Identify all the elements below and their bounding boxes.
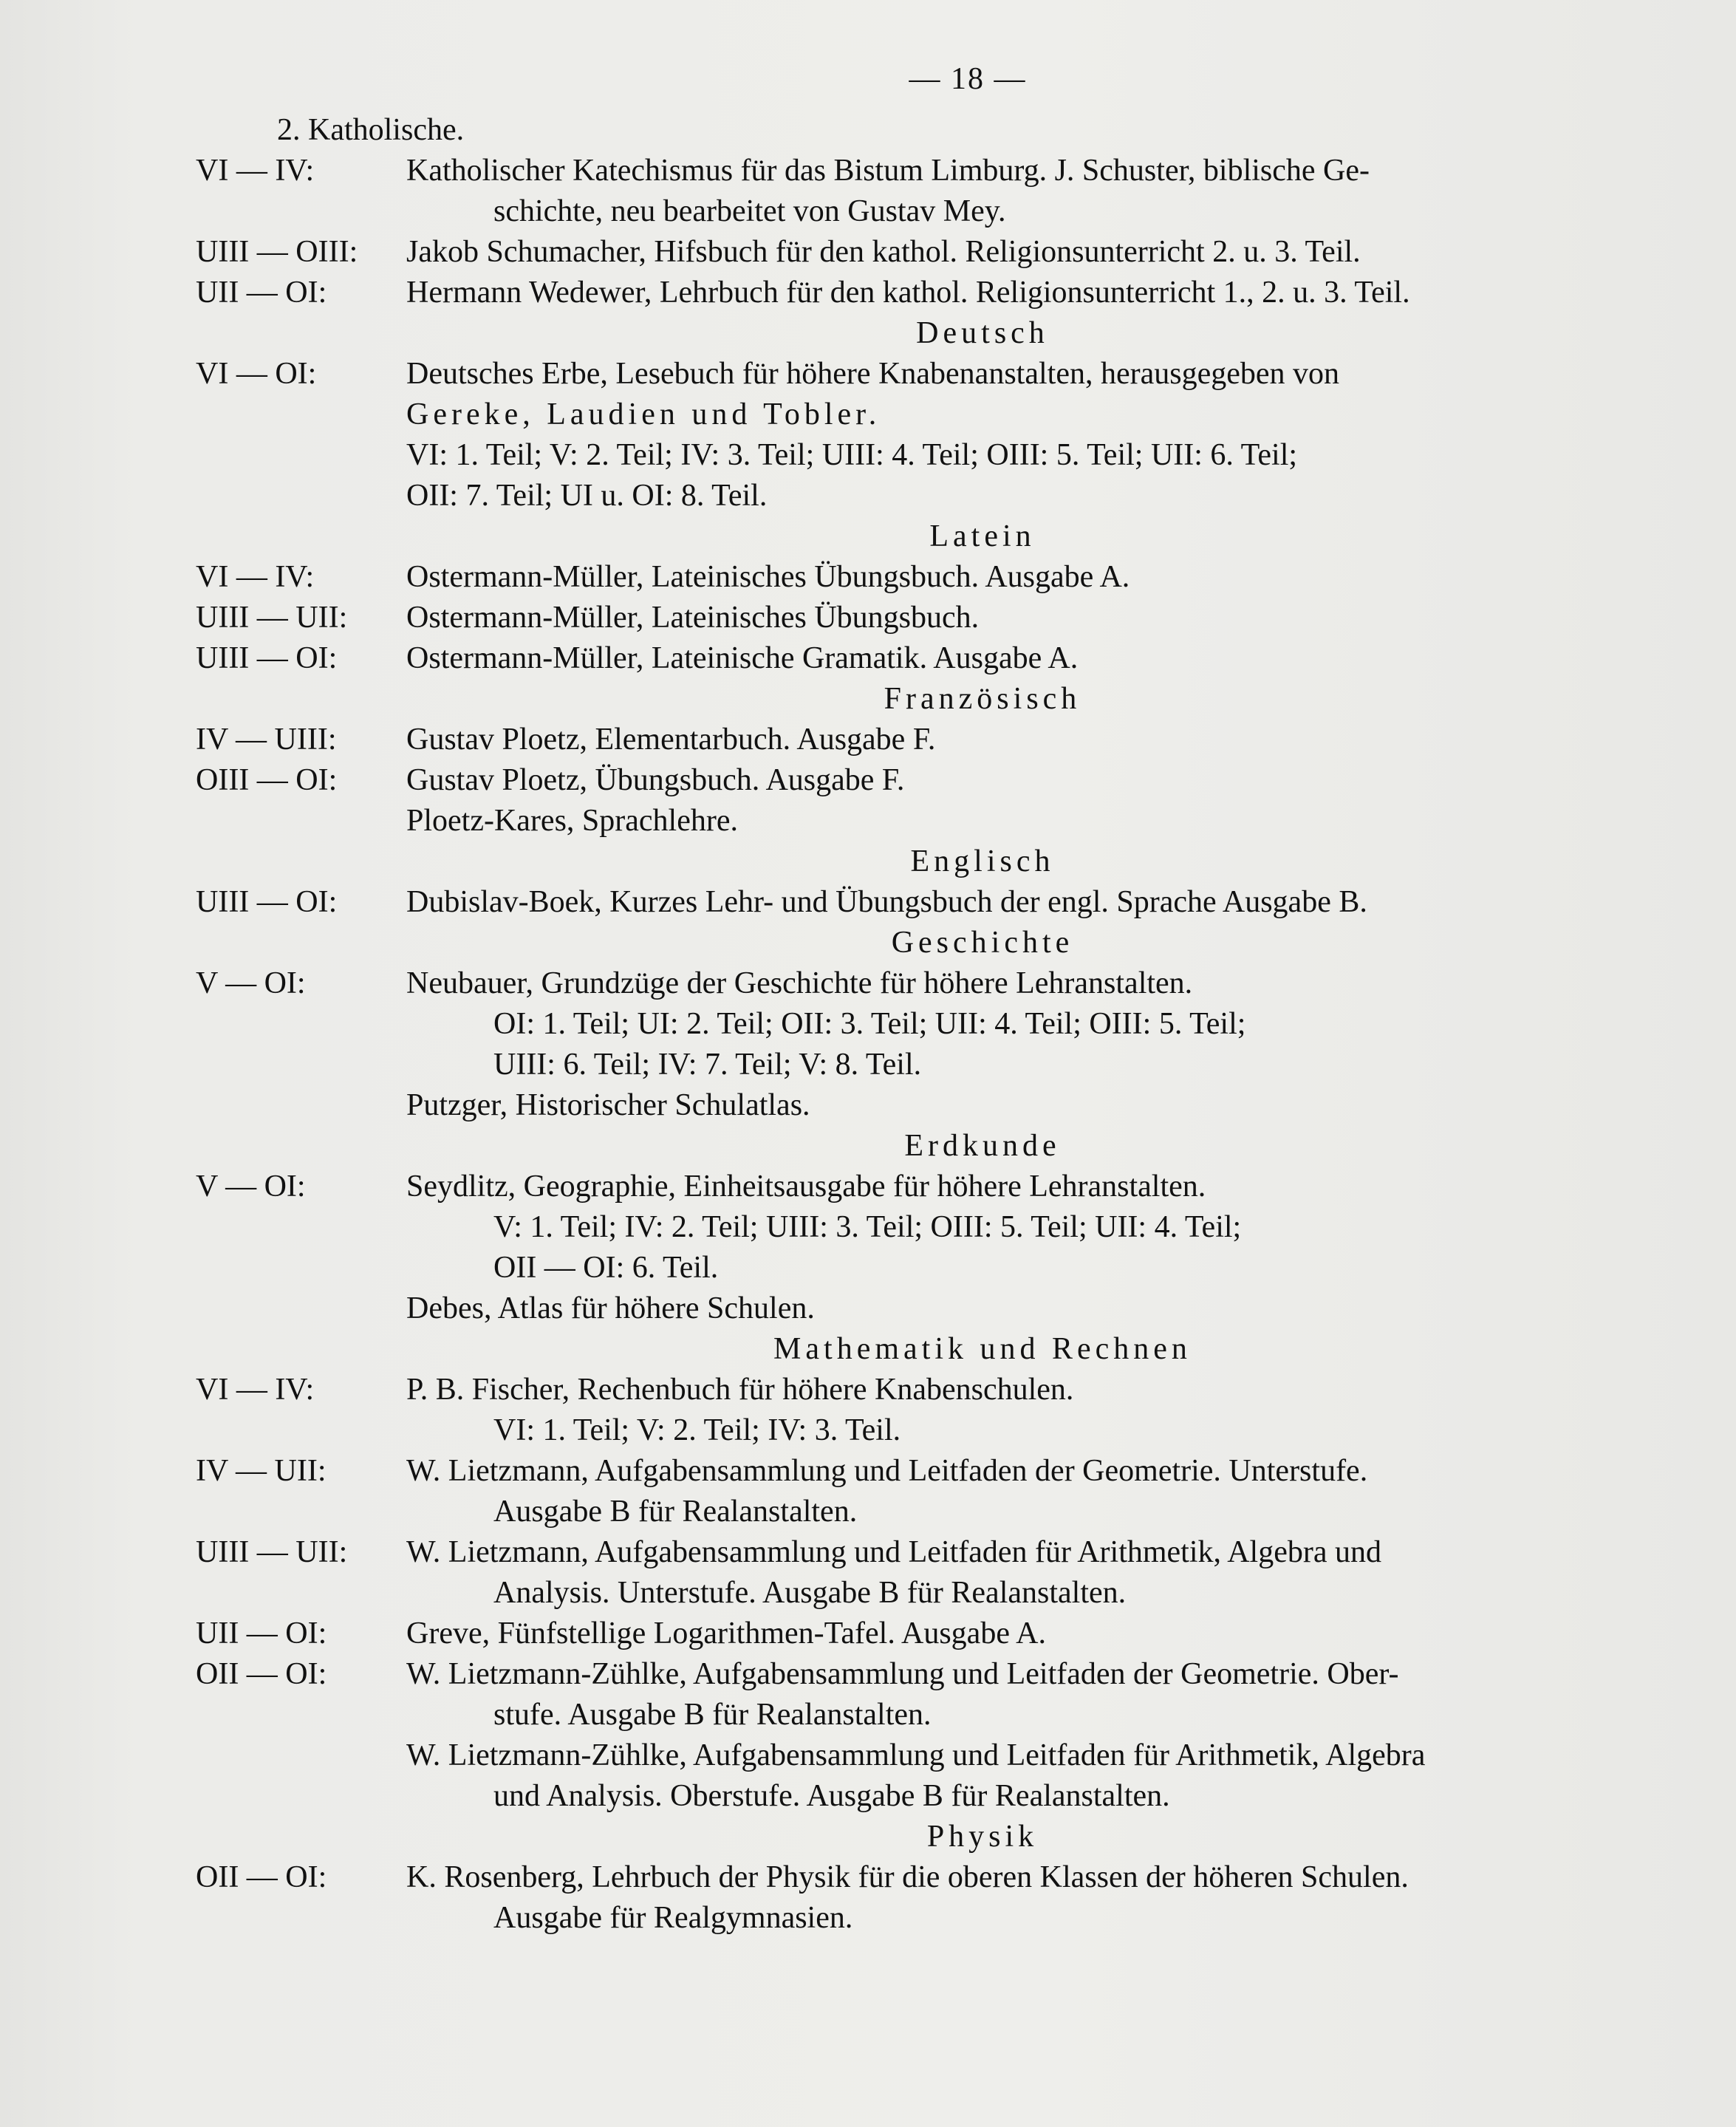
entry-text	[406, 232, 1621, 273]
entry-grade: OIII — OI:	[196, 763, 338, 797]
entry-schumacher	[196, 232, 1621, 273]
entry-line: OII: 7. Teil; UI u. OI: 8. Teil.	[406, 479, 768, 513]
heading-deutsch: Deutsch	[916, 316, 1049, 350]
entry-text	[406, 720, 1621, 760]
entry-text	[406, 1857, 1621, 1939]
entry-englisch	[196, 882, 1621, 923]
entry-line: W. Lietzmann, Aufgabensammlung und Leitfaden der Geometrie. Unterstufe.	[406, 1454, 1368, 1488]
entry-mathe-2	[196, 1451, 1621, 1532]
entry-grade: VI — IV:	[196, 560, 315, 594]
entry-deutsches-erbe	[196, 354, 1621, 516]
heading-physik: Physik	[926, 1820, 1039, 1854]
entry-grade: UIII — UII:	[196, 1535, 348, 1569]
entry-line: K. Rosenberg, Lehrbuch der Physik für die oberen Klassen der höheren Schulen.	[406, 1860, 1409, 1894]
heading-geschichte: Geschichte	[891, 926, 1074, 960]
entry-line: Hermann Wedewer, Lehrbuch für den kathol. Religionsunterricht 1., 2. u. 3. Teil.	[406, 276, 1410, 310]
entry-grade: UII — OI:	[196, 276, 327, 310]
entry-mathe-5	[196, 1654, 1621, 1817]
entry-grade: V — OI:	[196, 966, 306, 1000]
entry-line: Katholischer Katechismus für das Bistum Limburg. J. Schuster, biblische Ge-	[406, 154, 1370, 188]
entry-geschichte	[196, 963, 1621, 1126]
entry-grade: UIII — UII:	[196, 601, 348, 635]
entry-grade: UIII — OIII:	[196, 235, 358, 269]
entry-line: Dubislav-Boek, Kurzes Lehr- und Übungsbuch der engl. Sprache Ausgabe B.	[406, 885, 1367, 919]
entry-line: und Analysis. Oberstufe. Ausgabe B für Realanstalten.	[493, 1779, 1170, 1813]
heading-erdkunde: Erdkunde	[904, 1129, 1061, 1163]
entry-line: OII — OI: 6. Teil.	[493, 1251, 719, 1285]
entry-text	[406, 1654, 1621, 1817]
entry-mathe-1	[196, 1370, 1621, 1451]
entry-wedewer	[196, 273, 1621, 313]
entry-text	[406, 1451, 1621, 1532]
page-content	[196, 59, 1621, 1939]
heading-franzoesisch: Französisch	[884, 682, 1081, 716]
entry-line: Gustav Ploetz, Übungsbuch. Ausgabe F.	[406, 763, 905, 797]
entry-mathe-3	[196, 1532, 1621, 1614]
entry-line: schichte, neu bearbeitet von Gustav Mey.	[493, 194, 1006, 228]
entry-text	[406, 598, 1621, 638]
entry-franz-1	[196, 720, 1621, 760]
entry-line: V: 1. Teil; IV: 2. Teil; UIII: 3. Teil; OIII: 5. Teil; UII: 4. Teil;	[493, 1210, 1242, 1244]
entry-line: W. Lietzmann-Zühlke, Aufgabensammlung und Leitfaden der Geometrie. Ober-	[406, 1657, 1399, 1691]
entry-text	[406, 882, 1621, 923]
entry-line: Gereke, Laudien und Tobler.	[406, 397, 881, 431]
entry-mathe-4	[196, 1614, 1621, 1654]
entry-grade: OII — OI:	[196, 1860, 327, 1894]
entry-text	[406, 557, 1621, 598]
entry-latein-2	[196, 598, 1621, 638]
heading-mathematik: Mathematik und Rechnen	[773, 1332, 1192, 1366]
entry-line: VI: 1. Teil; V: 2. Teil; IV: 3. Teil.	[493, 1413, 901, 1447]
entry-line: Greve, Fünfstellige Logarithmen-Tafel. Ausgabe A.	[406, 1616, 1046, 1650]
entry-line: W. Lietzmann, Aufgabensammlung und Leitfaden für Arithmetik, Algebra und	[406, 1535, 1381, 1569]
entry-line: Ausgabe für Realgymnasien.	[493, 1901, 853, 1935]
entry-text	[406, 273, 1621, 313]
entry-grade: UIII — OI:	[196, 885, 338, 919]
entry-line: Seydlitz, Geographie, Einheitsausgabe für höhere Lehranstalten.	[406, 1170, 1206, 1204]
heading-latein: Latein	[929, 519, 1036, 553]
entry-grade: VI — OI:	[196, 357, 317, 391]
entry-line: Analysis. Unterstufe. Ausgabe B für Realanstalten.	[493, 1576, 1127, 1610]
entry-text	[406, 354, 1621, 516]
entry-line: Gustav Ploetz, Elementarbuch. Ausgabe F.	[406, 723, 936, 757]
entry-line: Jakob Schumacher, Hifsbuch für den kathol. Religionsunterricht 2. u. 3. Teil.	[406, 235, 1361, 269]
entry-physik	[196, 1857, 1621, 1939]
entry-line: OI: 1. Teil; UI: 2. Teil; OII: 3. Teil; UII: 4. Teil; OIII: 5. Teil;	[493, 1007, 1246, 1041]
entry-line: Ostermann-Müller, Lateinische Gramatik. Ausgabe A.	[406, 641, 1079, 675]
entry-line: Ostermann-Müller, Lateinisches Übungsbuch. Ausgabe A.	[406, 560, 1130, 594]
entry-latein-3	[196, 638, 1621, 679]
entry-line: Debes, Atlas für höhere Schulen.	[406, 1291, 815, 1325]
entry-latein-1	[196, 557, 1621, 598]
entry-line: P. B. Fischer, Rechenbuch für höhere Knabenschulen.	[406, 1373, 1074, 1407]
entry-grade: UIII — OI:	[196, 641, 338, 675]
entry-grade: VI — IV:	[196, 154, 315, 188]
entry-text	[406, 1167, 1621, 1329]
entry-grade: OII — OI:	[196, 1657, 327, 1691]
entry-text	[406, 1614, 1621, 1654]
entry-text	[406, 1370, 1621, 1451]
entry-franz-2	[196, 760, 1621, 841]
entry-text	[406, 1532, 1621, 1614]
heading-englisch: Englisch	[910, 844, 1055, 878]
entry-grade: IV — UII:	[196, 1454, 327, 1488]
entry-grade: IV — UIII:	[196, 723, 337, 757]
entry-line: Ausgabe B für Realanstalten.	[493, 1495, 858, 1529]
entry-text	[406, 151, 1621, 232]
entry-line: Putzger, Historischer Schulatlas.	[406, 1088, 810, 1122]
entry-line: Deutsches Erbe, Lesebuch für höhere Knabenanstalten, herausgegeben von	[406, 357, 1339, 391]
entry-line: UIII: 6. Teil; IV: 7. Teil; V: 8. Teil.	[493, 1048, 922, 1082]
entry-line: stufe. Ausgabe B für Realanstalten.	[493, 1698, 932, 1732]
page-number: — 18 —	[909, 62, 1027, 96]
entry-text	[406, 760, 1621, 841]
entry-grade: VI — IV:	[196, 1373, 315, 1407]
entry-grade: UII — OI:	[196, 1616, 327, 1650]
entry-line: VI: 1. Teil; V: 2. Teil; IV: 3. Teil; UIII: 4. Teil; OIII: 5. Teil; UII: 6. Teil;	[406, 438, 1298, 472]
entry-grade: V — OI:	[196, 1170, 306, 1204]
entry-line: W. Lietzmann-Zühlke, Aufgabensammlung und Leitfaden für Arithmetik, Algebra	[406, 1738, 1426, 1772]
entry-line: Ploetz-Kares, Sprachlehre.	[406, 804, 738, 838]
entry-text	[406, 963, 1621, 1126]
section-title: 2. Katholische.	[277, 113, 465, 147]
entry-erdkunde	[196, 1167, 1621, 1329]
entry-katechismus	[196, 151, 1621, 232]
entry-text	[406, 638, 1621, 679]
entry-line: Neubauer, Grundzüge der Geschichte für höhere Lehranstalten.	[406, 966, 1193, 1000]
entry-line: Ostermann-Müller, Lateinisches Übungsbuch.	[406, 601, 980, 635]
